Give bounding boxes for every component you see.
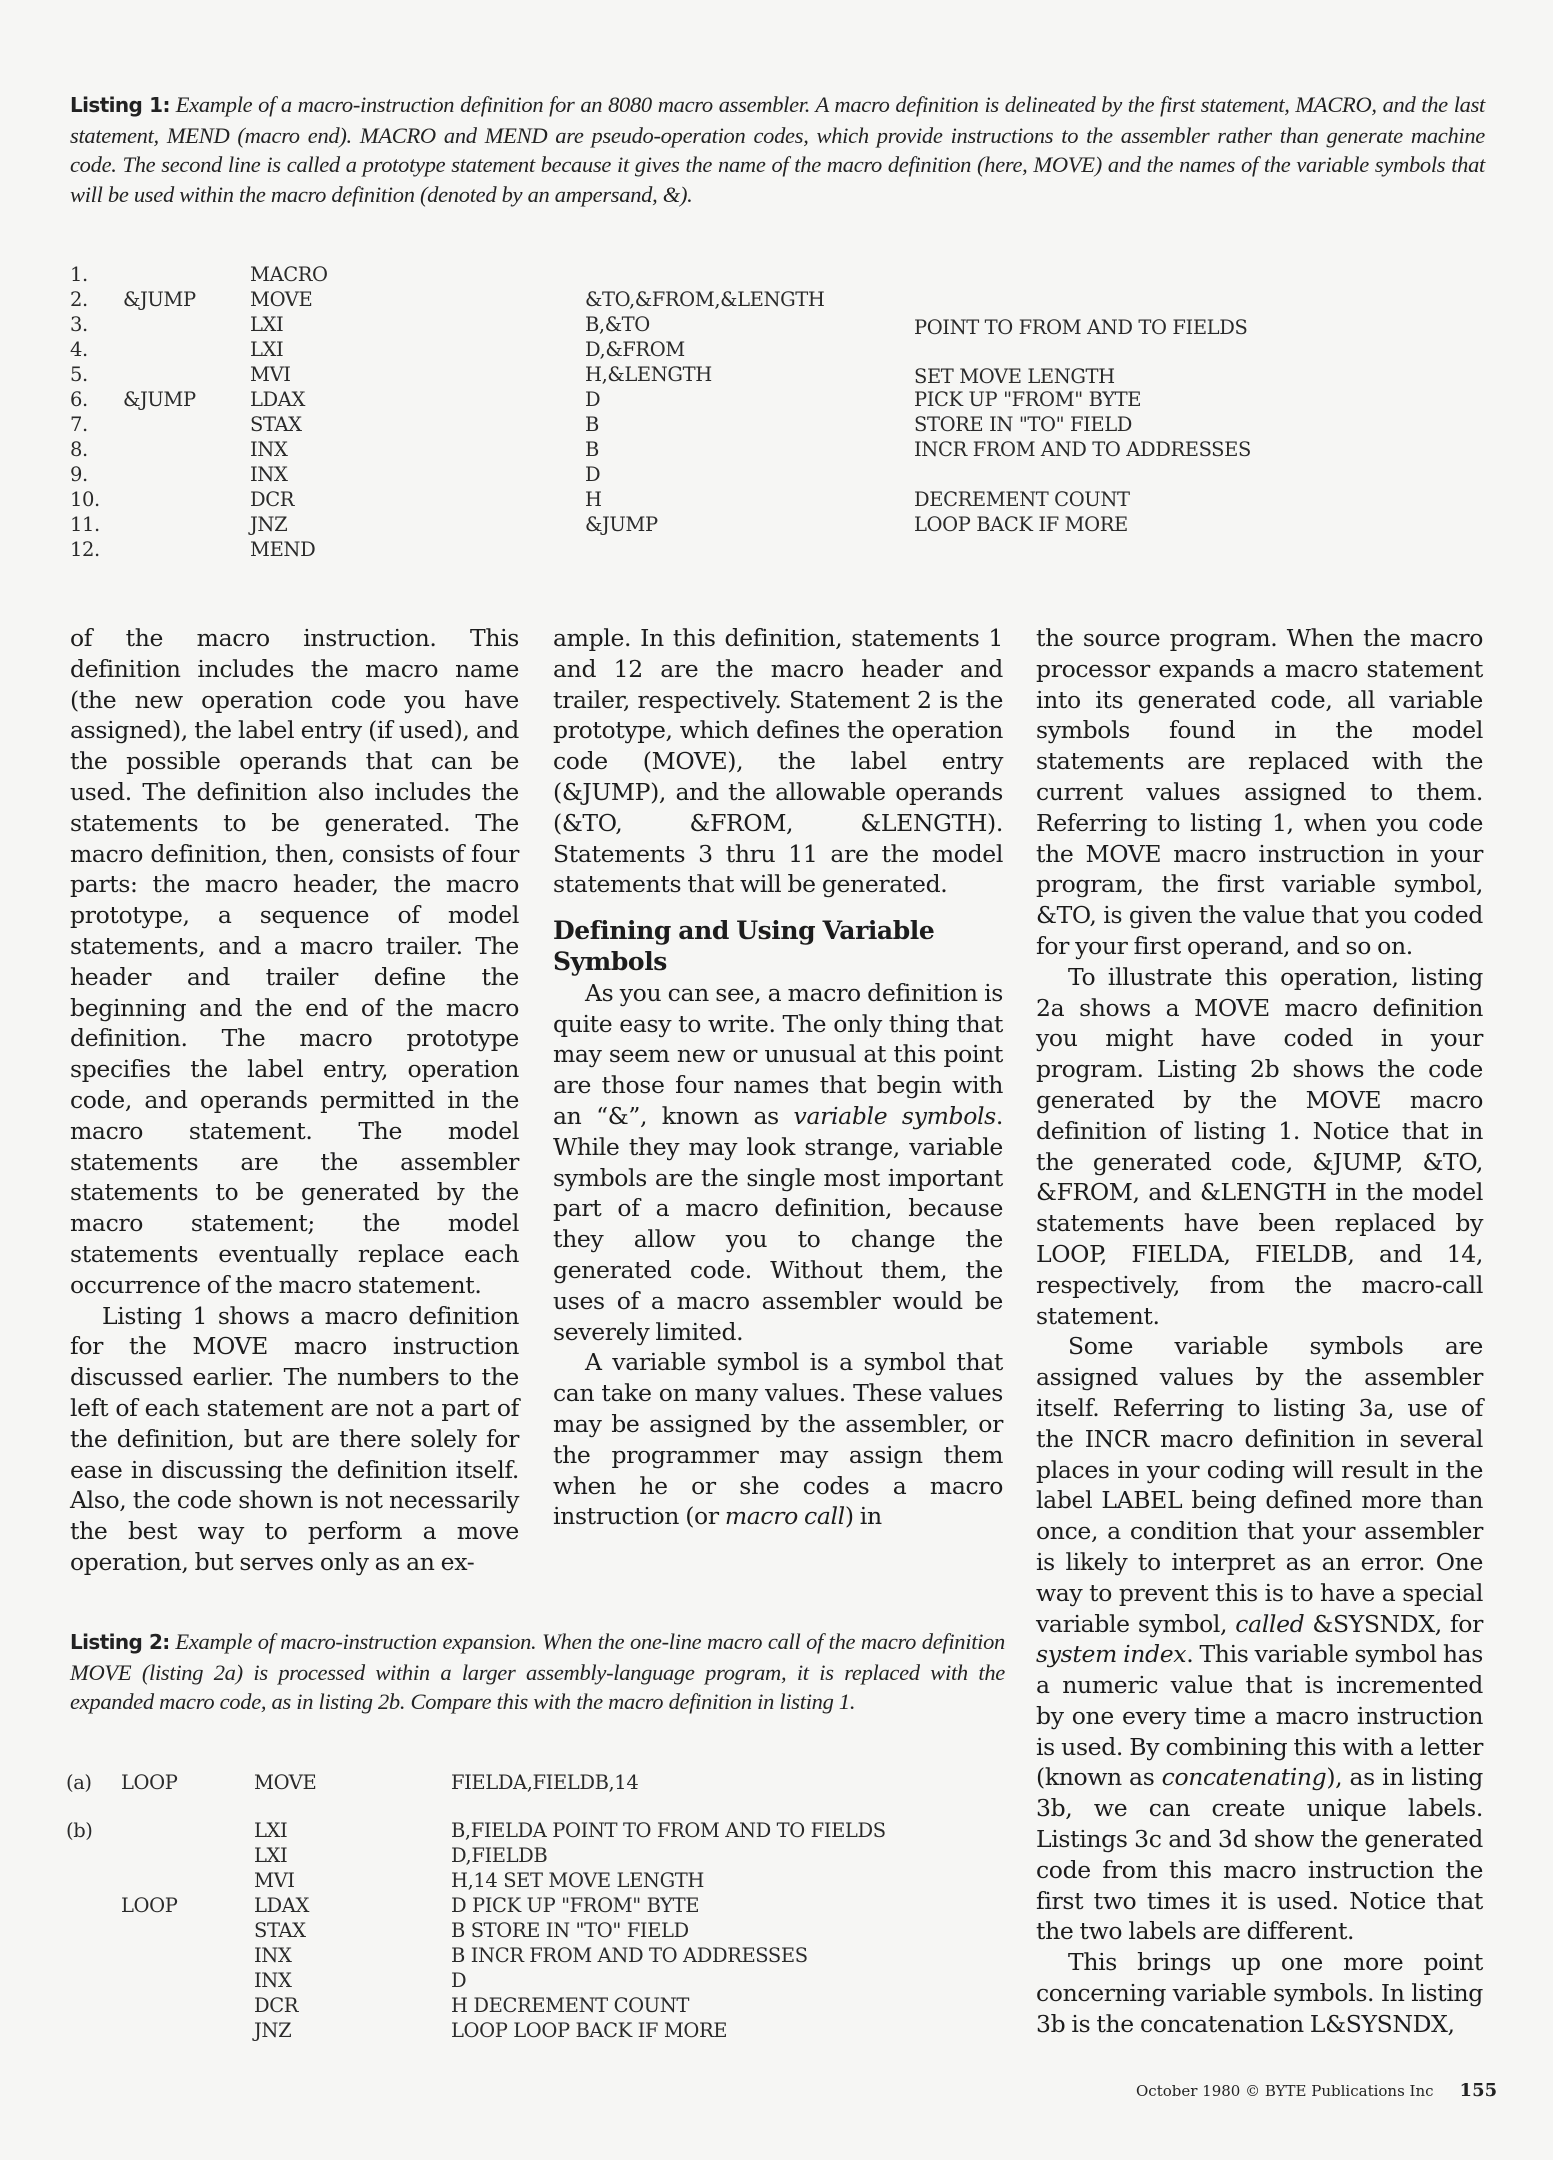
comment-field: STORE IN "TO" FIELD: [914, 413, 1133, 436]
listing-row: [66, 1993, 1006, 2018]
line-number: 1.: [70, 263, 88, 286]
listing-2a-code: [66, 1770, 1006, 1795]
page-footer: [1136, 2080, 1497, 2101]
line-number: 3.: [70, 313, 88, 336]
listing-row: [70, 312, 1490, 337]
operand-field: D: [585, 388, 601, 411]
article-column-2: [553, 623, 1003, 1532]
operand-field: D PICK UP "FROM" BYTE: [451, 1894, 700, 1917]
operand-field: &JUMP: [585, 513, 658, 536]
operand-field: B INCR FROM AND TO ADDRESSES: [451, 1944, 808, 1967]
paragraph: As you can see, a macro definition is quite easy to write. The only thing that may seem new or unusual at this point are those four names that begin with an “&”, known as variable symbols. While they may look strange, variable symbols are the single most important part of a macro definition, because they allow you to change the generated code. Without them, the uses of a macro assembler would be severely limited.: [553, 978, 1003, 1346]
operand-field: D,FIELDB: [451, 1844, 548, 1867]
comment-field: POINT TO FROM AND TO FIELDS: [914, 316, 1248, 339]
opcode-field: MOVE: [250, 288, 313, 311]
operand-field: FIELDA,FIELDB,14: [451, 1771, 639, 1794]
operand-field: H: [585, 488, 602, 511]
operand-field: B: [585, 413, 599, 436]
section-heading: Defining and Using Variable Symbols: [553, 916, 935, 976]
comment-field: DECREMENT COUNT: [914, 488, 1130, 511]
part-tag: (a): [66, 1771, 92, 1794]
listing-row: [70, 262, 1490, 287]
listing-row: [66, 1770, 1006, 1795]
opcode-field: LXI: [254, 1819, 288, 1842]
comment-field: SET MOVE LENGTH: [914, 365, 1115, 388]
listing-row: [70, 537, 1490, 562]
paragraph: Listing 1 shows a macro definition for the MOVE macro instruction discussed earlier. The numbers to the left of each statement are not a part of the definition, but are there solely for ease in discussing the definition itself. Also, the code shown is not necessarily the best way to perform a move operation, but serves only as an ex-: [70, 1301, 519, 1576]
paragraph: Some variable symbols are assigned values by the assembler itself. Referring to listing 3a, use of the INCR macro definition in several places in your coding will result in the label LABEL being defined more than once, a condition that your assembler is likely to interpret as an error. One way to prevent this is to have a special variable symbol, called &SYSNDX, for system index. This variable symbol has a numeric value that is incremented by one every time a macro instruction is used. By combining this with a letter (known as concatenating), as in listing 3b, we can create unique labels. Listings 3c and 3d show the generated code from this macro instruction the first two times it is used. Notice that the two labels are different.: [1036, 1332, 1484, 1946]
comment-field: PICK UP "FROM" BYTE: [914, 388, 1142, 411]
listing-row: [66, 1943, 1006, 1968]
listing-2-caption-label: Listing 2:: [70, 1630, 170, 1654]
opcode-field: MACRO: [250, 263, 328, 286]
line-number: 10.: [70, 488, 100, 511]
part-tag: (b): [66, 1819, 93, 1842]
listing-1-caption-text: Example of a macro-instruction definition for an 8080 macro assembler. A macro definition is delineated by the first statement, MACRO, and the last statement, MEND (macro end). MACRO and MEND are pseudo-operation codes, which provide instructions to the assembler rather than generate machine code. The second line is called a prototype statement because it gives the name of the macro definition (here, MOVE) and the names of the variable symbols that will be used within the macro definition (denoted by an ampersand, &).: [70, 92, 1485, 207]
listing-row: [66, 2018, 1006, 2043]
label-field: LOOP: [121, 1894, 178, 1917]
listing-row: [70, 337, 1490, 362]
opcode-field: LDAX: [254, 1894, 309, 1917]
line-number: 11.: [70, 513, 100, 536]
label-field: &JUMP: [123, 288, 196, 311]
listing-1-caption-label: Listing 1:: [70, 93, 170, 117]
opcode-field: DCR: [254, 1994, 299, 2017]
opcode-field: DCR: [250, 488, 295, 511]
listing-row: [70, 462, 1490, 487]
opcode-field: JNZ: [254, 2019, 292, 2042]
label-field: &JUMP: [123, 388, 196, 411]
operand-field: H,14 SET MOVE LENGTH: [451, 1869, 704, 1892]
listing-row: [66, 1868, 1006, 1893]
paragraph: of the macro instruction. This definition includes the macro name (the new operation code you have assigned), the label entry (if used), and the possible operands that can be used. The definition also includes the statements to be generated. The macro definition, then, consists of four parts: the macro header, the macro prototype, a sequence of model statements, and a macro trailer. The header and trailer define the beginning and the end of the macro definition. The macro prototype specifies the label entry, operation code, and operands permitted in the macro statement. The model statements are the assembler statements to be generated by the macro statement; the model statements eventually replace each occurrence of the macro statement.: [70, 624, 519, 1299]
opcode-field: LDAX: [250, 388, 305, 411]
line-number: 12.: [70, 538, 100, 561]
listing-row: [66, 1843, 1006, 1868]
operand-field: D,&FROM: [585, 338, 685, 361]
listing-1-code: [70, 262, 1490, 562]
listing-row: [66, 1818, 1006, 1843]
paragraph: A variable symbol is a symbol that can take on many values. These values may be assigned by the assembler, or the programmer may assign them when he or she codes a macro instruction (or macro call) in: [553, 1348, 1003, 1531]
listing-row: [66, 1893, 1006, 1918]
opcode-field: INX: [254, 1969, 292, 1992]
paragraph: This brings up one more point concerning variable symbols. In listing 3b is the concatenation L&SYSNDX,: [1036, 1948, 1483, 2038]
operand-field: D: [585, 463, 601, 486]
operand-field: B,&TO: [585, 313, 650, 336]
opcode-field: STAX: [254, 1919, 306, 1942]
line-number: 2.: [70, 288, 88, 311]
listing-row: [70, 387, 1490, 412]
listing-row: [70, 437, 1490, 462]
operand-field: D: [451, 1969, 467, 1992]
operand-field: &TO,&FROM,&LENGTH: [585, 288, 825, 311]
opcode-field: MEND: [250, 538, 316, 561]
line-number: 8.: [70, 438, 88, 461]
opcode-field: INX: [250, 463, 288, 486]
operand-field: H,&LENGTH: [585, 363, 712, 386]
comment-field: LOOP BACK IF MORE: [914, 513, 1128, 536]
opcode-field: STAX: [250, 413, 302, 436]
paragraph: To illustrate this operation, listing 2a shows a MOVE macro definition you might have coded in your program. Listing 2b shows the code generated by the MOVE macro definition of listing 1. Notice that in the generated code, &JUMP, &TO, &FROM, and &LENGTH in the model statements have been replaced by LOOP, FIELDA, FIELDB, and 14, respectively, from the macro-call statement.: [1036, 962, 1483, 1330]
listing-row: [66, 1968, 1006, 1993]
opcode-field: LXI: [254, 1844, 288, 1867]
listing-2b-code: [66, 1818, 1006, 2043]
opcode-field: MOVE: [254, 1771, 317, 1794]
comment-field: INCR FROM AND TO ADDRESSES: [914, 438, 1251, 461]
operand-field: LOOP LOOP BACK IF MORE: [451, 2019, 728, 2042]
label-field: LOOP: [121, 1771, 178, 1794]
article-column-3: [1036, 623, 1483, 2040]
footer-credit: October 1980 © BYTE Publications Inc: [1136, 2082, 1434, 2100]
opcode-field: LXI: [250, 338, 284, 361]
listing-row: [70, 412, 1490, 437]
operand-field: H DECREMENT COUNT: [451, 1994, 689, 2017]
listing-1-caption: [70, 90, 1485, 209]
line-number: 6.: [70, 388, 88, 411]
line-number: 4.: [70, 338, 88, 361]
line-number: 7.: [70, 413, 88, 436]
listing-row: [70, 512, 1490, 537]
opcode-field: JNZ: [250, 513, 288, 536]
operand-field: B,FIELDA POINT TO FROM AND TO FIELDS: [451, 1819, 886, 1842]
article-column-1: [70, 623, 519, 1578]
paragraph: the source program. When the macro processor expands a macro statement into its generated code, all variable symbols found in the model statements are replaced with the current values assigned to them. Referring to listing 1, when you code the MOVE macro instruction in your program, the first variable symbol, &TO, is given the value that you coded for your first operand, and so on.: [1036, 624, 1483, 960]
operand-field: B STORE IN "TO" FIELD: [451, 1919, 689, 1942]
listing-row: [70, 487, 1490, 512]
listing-row: [70, 287, 1490, 312]
operand-field: B: [585, 438, 599, 461]
line-number: 9.: [70, 463, 88, 486]
listing-2-caption-text: Example of macro-instruction expansion. When the one-line macro call of the macro definition MOVE (listing 2a) is processed within a larger assembly-language program, it is replaced with the expanded macro code, as in listing 2b. Compare this with the macro definition in listing 1.: [70, 1629, 1006, 1714]
listing-2-caption: [70, 1627, 1005, 1717]
opcode-field: INX: [254, 1944, 292, 1967]
opcode-field: MVI: [254, 1869, 295, 1892]
page-number: 155: [1459, 2080, 1498, 2101]
listing-row: [66, 1918, 1006, 1943]
line-number: 5.: [70, 363, 88, 386]
opcode-field: MVI: [250, 363, 291, 386]
opcode-field: LXI: [250, 313, 284, 336]
listing-row: [70, 362, 1490, 387]
opcode-field: INX: [250, 438, 288, 461]
paragraph: ample. In this definition, statements 1 and 12 are the macro header and trailer, respectively. Statement 2 is the prototype, which defines the operation code (MOVE), the label entry (&JUMP), and the allowable operands (&TO, &FROM, &LENGTH). Statements 3 thru 11 are the model statements that will be generated.: [553, 624, 1003, 899]
